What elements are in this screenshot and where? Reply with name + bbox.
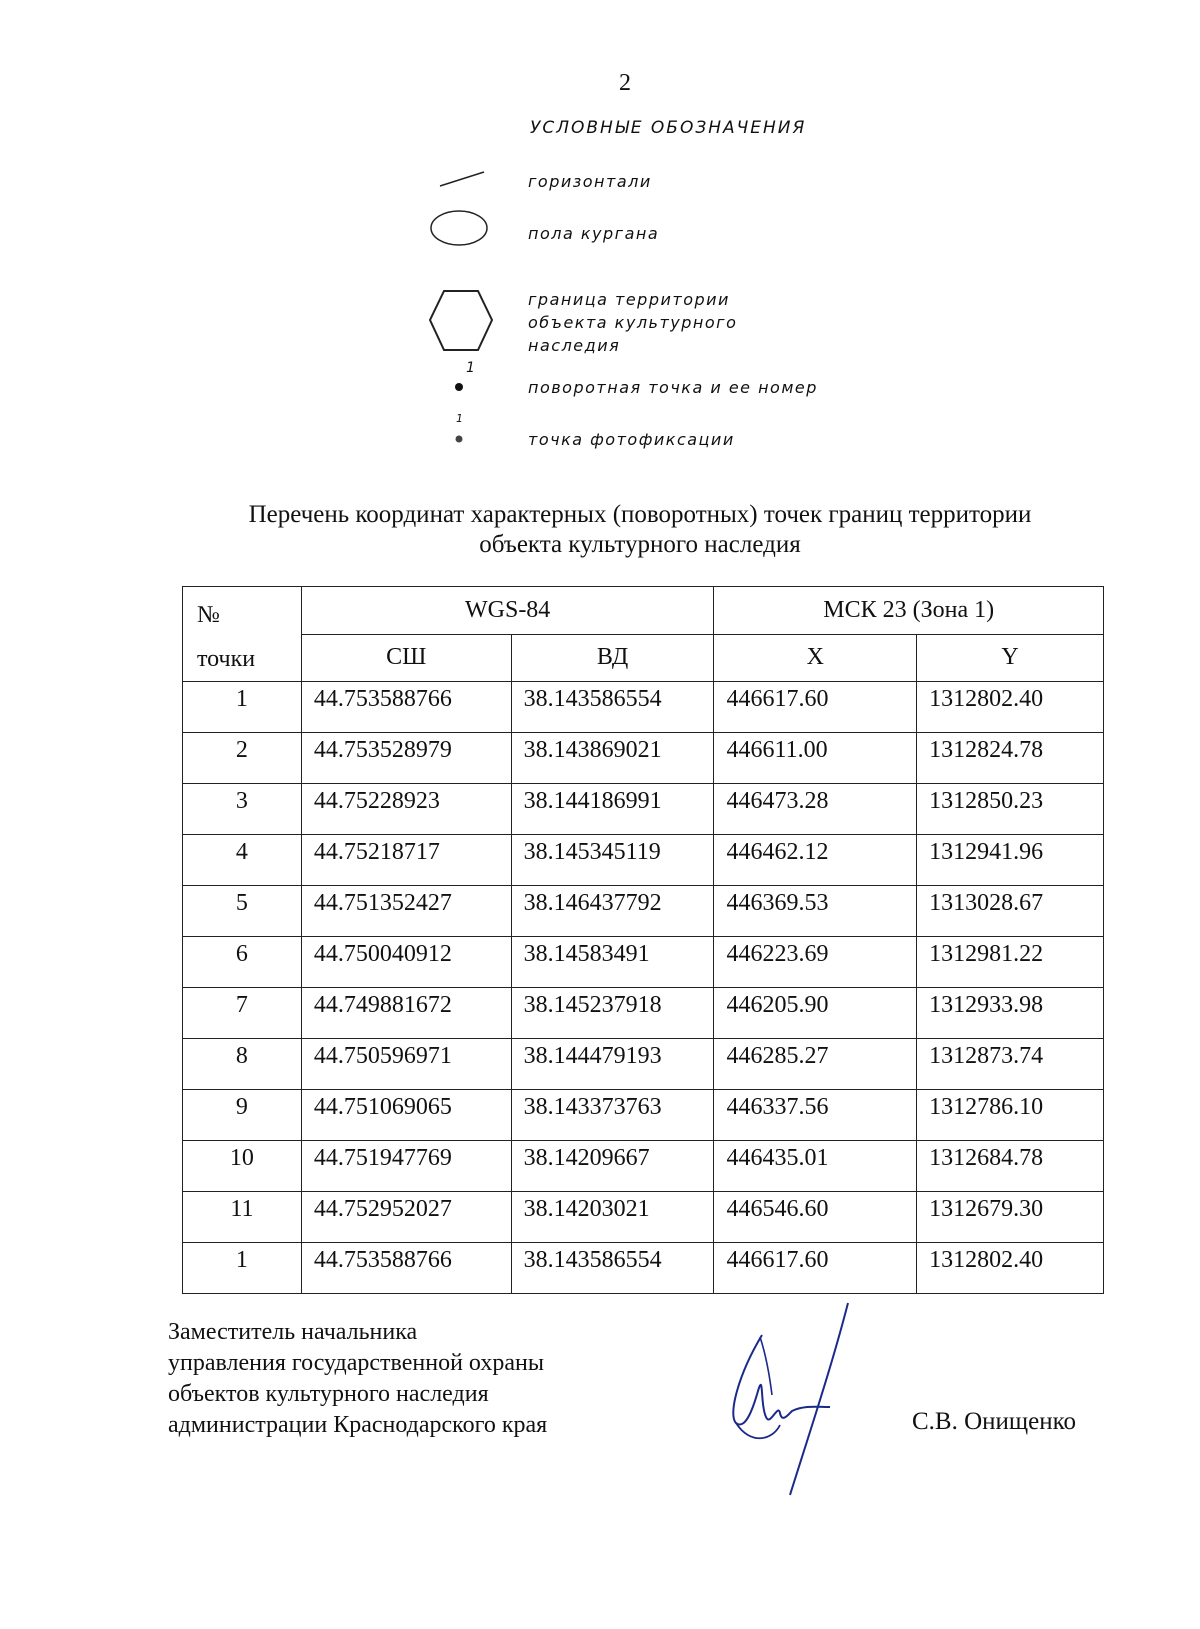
- y-cell: 1312786.10: [917, 1090, 1104, 1141]
- longitude-cell: 38.143869021: [511, 733, 714, 784]
- latitude-cell: 44.75218717: [301, 835, 511, 886]
- y-cell: 1312824.78: [917, 733, 1104, 784]
- point-number: 8: [183, 1039, 302, 1090]
- y-cell: 1312850.23: [917, 784, 1104, 835]
- point-number: 3: [183, 784, 302, 835]
- list-title-line1: Перечень координат характерных (поворотных) точек границ территории: [248, 501, 1032, 528]
- latitude-cell: 44.751947769: [301, 1141, 511, 1192]
- header-no-symbol: №: [197, 602, 220, 628]
- point-number: 1: [183, 682, 302, 733]
- legend-photo-point: точка фотофиксации: [528, 430, 735, 449]
- header-wgs84: WGS-84: [301, 587, 714, 635]
- signer-name: С.В. Онищенко: [912, 1408, 1077, 1435]
- header-point-number: [183, 587, 302, 682]
- x-cell: 446285.27: [714, 1039, 917, 1090]
- hexagon-boundary-icon: [426, 286, 496, 356]
- table-row: [183, 733, 1104, 784]
- longitude-cell: 38.14209667: [511, 1141, 714, 1192]
- page-number: 2: [619, 70, 631, 96]
- y-cell: 1312941.96: [917, 835, 1104, 886]
- table-row: [183, 1243, 1104, 1294]
- header-latitude: СШ: [301, 634, 511, 682]
- y-cell: 1312933.98: [917, 988, 1104, 1039]
- point-number: 10: [183, 1141, 302, 1192]
- photo-point-number: 1: [456, 412, 463, 425]
- point-number: 2: [183, 733, 302, 784]
- x-cell: 446205.90: [714, 988, 917, 1039]
- y-cell: 1312679.30: [917, 1192, 1104, 1243]
- legend-boundary: [528, 288, 737, 357]
- point-number: 9: [183, 1090, 302, 1141]
- legend-boundary-line2: объекта культурного: [528, 313, 738, 332]
- longitude-cell: 38.14203021: [511, 1192, 714, 1243]
- table-row: [183, 784, 1104, 835]
- table-row: [183, 1192, 1104, 1243]
- latitude-cell: 44.749881672: [301, 988, 511, 1039]
- turning-point-dot-icon: [453, 381, 465, 393]
- table-row: [183, 1090, 1104, 1141]
- longitude-cell: 38.143586554: [511, 682, 714, 733]
- latitude-cell: 44.75228923: [301, 784, 511, 835]
- legend-contours: горизонтали: [528, 172, 652, 191]
- table-row: [183, 937, 1104, 988]
- legend-title: УСЛОВНЫЕ ОБОЗНАЧЕНИЯ: [530, 118, 807, 138]
- header-longitude: ВД: [511, 634, 714, 682]
- point-number: 6: [183, 937, 302, 988]
- table-row: [183, 988, 1104, 1039]
- x-cell: 446462.12: [714, 835, 917, 886]
- table-row: [183, 1039, 1104, 1090]
- longitude-cell: 38.144479193: [511, 1039, 714, 1090]
- x-cell: 446337.56: [714, 1090, 917, 1141]
- x-cell: 446611.00: [714, 733, 917, 784]
- contour-line-icon: [438, 168, 488, 190]
- legend-turning-point: поворотная точка и ее номер: [528, 378, 818, 397]
- point-number: 4: [183, 835, 302, 886]
- y-cell: 1312684.78: [917, 1141, 1104, 1192]
- point-number: 11: [183, 1192, 302, 1243]
- x-cell: 446435.01: [714, 1141, 917, 1192]
- point-number: 5: [183, 886, 302, 937]
- signatory-line4: администрации Краснодарского края: [168, 1412, 548, 1438]
- longitude-cell: 38.14583491: [511, 937, 714, 988]
- longitude-cell: 38.146437792: [511, 886, 714, 937]
- turning-point-number: 1: [466, 360, 475, 376]
- legend-boundary-line3: наследия: [528, 336, 621, 355]
- coordinates-table: [182, 586, 1104, 1294]
- point-number: 1: [183, 1243, 302, 1294]
- signatory-line3: объектов культурного наследия: [168, 1381, 489, 1407]
- longitude-cell: 38.144186991: [511, 784, 714, 835]
- header-y: Y: [917, 634, 1104, 682]
- header-x: X: [714, 634, 917, 682]
- handwritten-signature: [720, 1295, 860, 1505]
- latitude-cell: 44.752952027: [301, 1192, 511, 1243]
- legend-mound-floor: пола кургана: [528, 224, 660, 243]
- x-cell: 446546.60: [714, 1192, 917, 1243]
- table-row: [183, 835, 1104, 886]
- latitude-cell: 44.750040912: [301, 937, 511, 988]
- mound-ellipse-icon: [428, 208, 490, 248]
- longitude-cell: 38.143373763: [511, 1090, 714, 1141]
- table-row: [183, 682, 1104, 733]
- latitude-cell: 44.751352427: [301, 886, 511, 937]
- coordinates-list-title: [0, 500, 1200, 560]
- table-row: [183, 1141, 1104, 1192]
- longitude-cell: 38.145237918: [511, 988, 714, 1039]
- signatory-line2: управления государственной охраны: [168, 1350, 544, 1376]
- latitude-cell: 44.751069065: [301, 1090, 511, 1141]
- signatory-line1: Заместитель начальника: [168, 1319, 418, 1345]
- latitude-cell: 44.750596971: [301, 1039, 511, 1090]
- table-row: [183, 886, 1104, 937]
- list-title-line2: объекта культурного наследия: [479, 531, 801, 558]
- y-cell: 1312873.74: [917, 1039, 1104, 1090]
- x-cell: 446617.60: [714, 1243, 917, 1294]
- y-cell: 1312981.22: [917, 937, 1104, 988]
- longitude-cell: 38.145345119: [511, 835, 714, 886]
- latitude-cell: 44.753528979: [301, 733, 511, 784]
- x-cell: 446369.53: [714, 886, 917, 937]
- y-cell: 1312802.40: [917, 1243, 1104, 1294]
- point-number: 7: [183, 988, 302, 1039]
- y-cell: 1313028.67: [917, 886, 1104, 937]
- latitude-cell: 44.753588766: [301, 682, 511, 733]
- x-cell: 446223.69: [714, 937, 917, 988]
- x-cell: 446473.28: [714, 784, 917, 835]
- photo-point-dot-icon: [453, 433, 465, 445]
- y-cell: 1312802.40: [917, 682, 1104, 733]
- header-no-label: точки: [197, 646, 256, 672]
- header-msk23: МСК 23 (Зона 1): [714, 587, 1104, 635]
- signatory-position: [168, 1317, 547, 1441]
- x-cell: 446617.60: [714, 682, 917, 733]
- legend-boundary-line1: граница территории: [528, 290, 730, 309]
- latitude-cell: 44.753588766: [301, 1243, 511, 1294]
- longitude-cell: 38.143586554: [511, 1243, 714, 1294]
